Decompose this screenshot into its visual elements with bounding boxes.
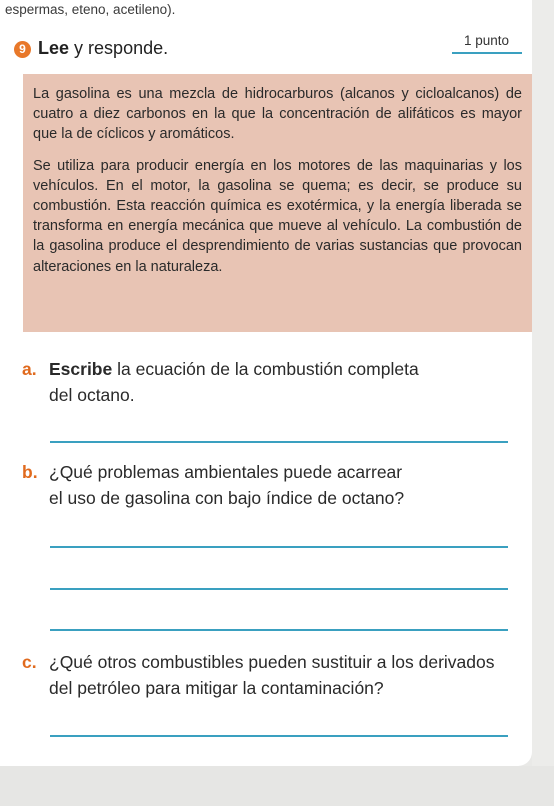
activity-heading-rest: y responde. [74, 38, 169, 58]
page-edge-right [532, 0, 554, 766]
activity-heading-verb: Lee [38, 38, 70, 58]
question-b [22, 459, 532, 511]
question-b-line2: el uso de gasolina con bajo índice de octano? [49, 488, 405, 508]
reading-paragraph-1: La gasolina es una mezcla de hidrocarburos (alcanos y cicloalcanos) de cuatro a diez carbonos en la que la concentración de alifáticos es mayor que la de cíclicos y aromáticos. [33, 86, 522, 143]
answer-line-c1[interactable] [50, 735, 508, 737]
answer-line-b1[interactable] [50, 546, 508, 548]
points-underline [452, 52, 522, 54]
question-a-line2: del octano. [49, 385, 135, 405]
question-c-letter: c. [22, 652, 37, 672]
activity-heading [38, 38, 168, 59]
question-a-line1: la ecuación de la combustión completa [117, 359, 419, 379]
reading-box [23, 74, 532, 332]
question-a-verb: Escribe [49, 359, 113, 379]
previous-activity-text [5, 2, 175, 17]
question-b-letter: b. [22, 462, 38, 482]
answer-line-a1[interactable] [50, 441, 508, 443]
activity-number-badge: 9 [14, 41, 31, 58]
question-b-line1: ¿Qué problemas ambientales puede acarrear [49, 462, 403, 482]
answer-line-b3[interactable] [50, 629, 508, 631]
question-a [22, 356, 532, 408]
page-edge-bottom [0, 766, 554, 806]
question-c [22, 649, 532, 701]
answer-line-b2[interactable] [50, 588, 508, 590]
reading-paragraph-2: Se utiliza para producir energía en los motores de las maquinarias y los vehículos. En el motor, la gasolina se quema; es decir, se produce su combustión. Esta reacción química es exotérmica, y la energía liberada se transforma en energía mecánica que mueve al vehículo. La combustión de la gasolina produce el desprendimiento de varias sustancias que provocan alteraciones en la naturaleza. [33, 157, 522, 275]
points-label: 1 punto [464, 33, 510, 48]
question-c-line1: ¿Qué otros combustibles pueden sustituir a los derivados [49, 652, 495, 672]
previous-activity-prefix: espermas, eteno, acetileno). [5, 2, 176, 17]
question-a-letter: a. [22, 359, 37, 379]
question-c-line2: del petróleo para mitigar la contaminación? [49, 678, 384, 698]
